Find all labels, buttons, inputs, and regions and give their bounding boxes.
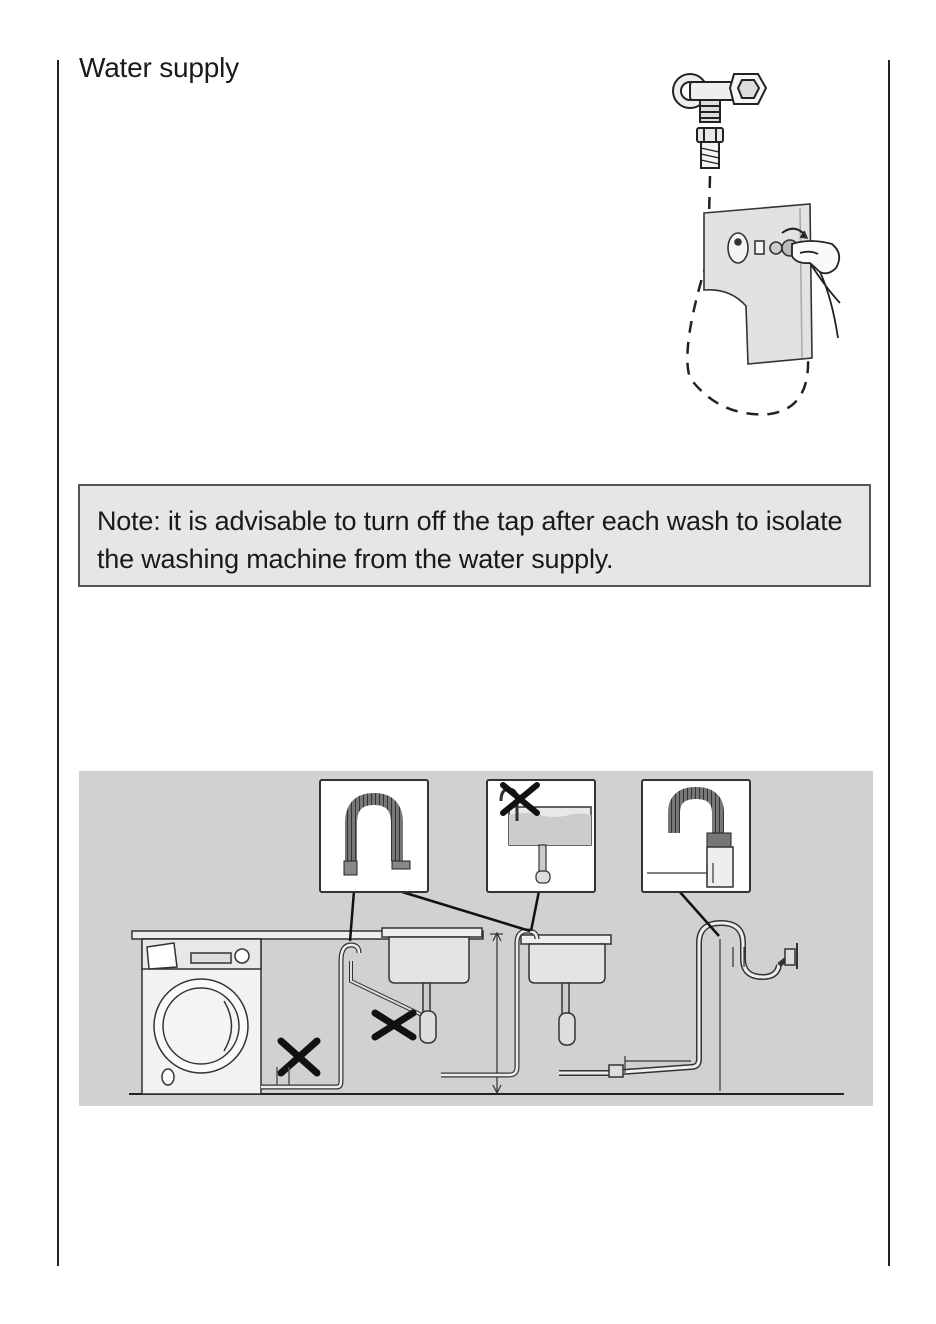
note-box — [78, 484, 871, 587]
drain-hose-installation-icon — [79, 771, 873, 1106]
incorrect-hose-detail-icon — [487, 780, 595, 892]
note-text: Note: it is advisable to turn off the tap after each wash to isolate the washing machine from the water supply. — [97, 506, 843, 574]
left-margin-rule — [57, 60, 59, 1266]
machine-back-panel-icon — [704, 204, 812, 364]
standpipe-hose-detail-icon — [642, 780, 750, 892]
correct-hose-detail-icon — [320, 780, 428, 892]
incorrect-mark-icon — [375, 1013, 413, 1037]
sink-icon — [521, 935, 611, 1045]
washing-machine-icon — [142, 939, 261, 1094]
hose-nut-icon — [697, 128, 723, 168]
right-margin-rule — [888, 60, 890, 1266]
incorrect-mark-icon — [281, 1041, 317, 1073]
page-title: Water supply — [79, 52, 239, 83]
water-tap-connection-icon — [660, 58, 850, 428]
tap-valve-icon — [673, 74, 766, 122]
